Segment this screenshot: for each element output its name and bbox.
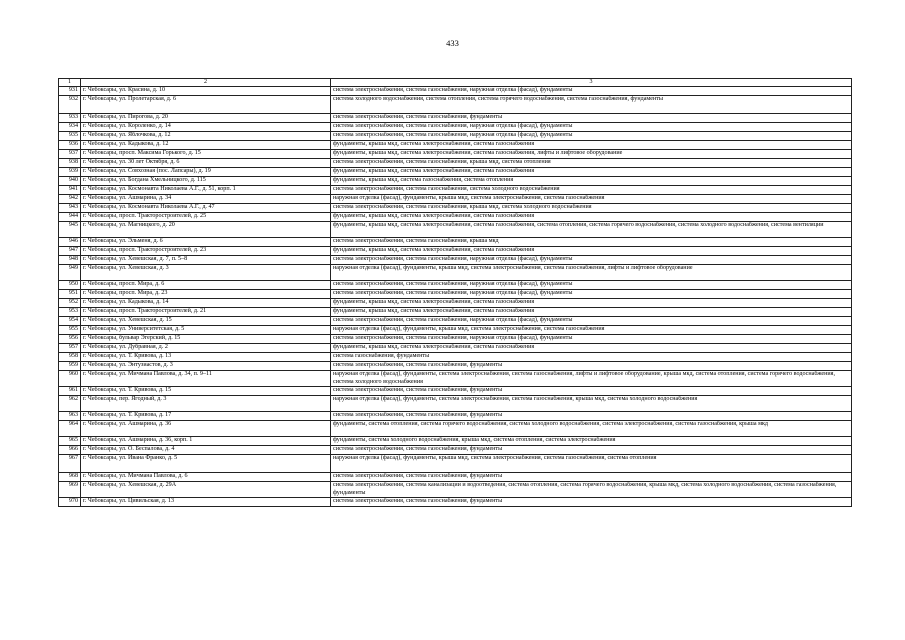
table-row bbox=[59, 204, 852, 213]
row-works: система электроснабжения, система газоснабжения, наружная отделка (фасад), фундаменты bbox=[331, 87, 852, 96]
row-works: наружная отделка (фасад), фундаменты, крыша мкд, система электроснабжения, система газоснабжения bbox=[331, 326, 852, 335]
column-header-1: 1 bbox=[59, 79, 81, 87]
table-row bbox=[59, 308, 852, 317]
row-number: 949 bbox=[59, 265, 81, 281]
row-works: система электроснабжения, система газоснабжения, фундаменты bbox=[331, 387, 852, 396]
table-row bbox=[59, 290, 852, 299]
row-number: 961 bbox=[59, 387, 81, 396]
table-row bbox=[59, 371, 852, 387]
table-row bbox=[59, 186, 852, 195]
row-works: фундаменты, крыша мкд, система электроснабжения, система газоснабжения bbox=[331, 308, 852, 317]
row-number: 947 bbox=[59, 247, 81, 256]
row-number: 960 bbox=[59, 371, 81, 387]
row-address: г. Чебоксары, ул. Эльменя, д. 6 bbox=[81, 238, 331, 247]
table-row bbox=[59, 150, 852, 159]
row-address: г. Чебоксары, ул. Цивильская, д. 13 bbox=[81, 498, 331, 507]
row-works: система электроснабжения, система газоснабжения, фундаменты bbox=[331, 114, 852, 123]
row-works: система электроснабжения, система газоснабжения, фундаменты bbox=[331, 498, 852, 507]
table-row bbox=[59, 353, 852, 362]
row-address: г. Чебоксары, просп. Мира, д. 23 bbox=[81, 290, 331, 299]
row-works: система электроснабжения, система газоснабжения, крыша мкд, система холодного водоснабжения bbox=[331, 204, 852, 213]
row-number: 937 bbox=[59, 150, 81, 159]
row-address: г. Чебоксары, ул. Ивана Франко, д. 5 bbox=[81, 455, 331, 473]
row-address: г. Чебоксары, ул. Яблочкова, д. 12 bbox=[81, 132, 331, 141]
row-works: фундаменты, крыша мкд, система электроснабжения, система газоснабжения, лифты и лифтовое оборудование bbox=[331, 150, 852, 159]
row-address: г. Чебоксары, ул. Мичмана Павлова, д. 34, п. 9–11 bbox=[81, 371, 331, 387]
table-row bbox=[59, 222, 852, 238]
row-works: система электроснабжения, система газоснабжения, наружная отделка (фасад), фундаменты bbox=[331, 317, 852, 326]
row-address: г. Чебоксары, ул. Университетская, д. 5 bbox=[81, 326, 331, 335]
row-address: г. Чебоксары, ул. Ашмарина, д. 36 bbox=[81, 421, 331, 437]
row-address: г. Чебоксары, ул. Ашмарина, д. 34 bbox=[81, 195, 331, 204]
row-address: г. Чебоксары, ул. Хевешская, д. 3 bbox=[81, 265, 331, 281]
table-row bbox=[59, 87, 852, 96]
row-number: 965 bbox=[59, 437, 81, 446]
row-address: г. Чебоксары, ул. Ашмарина, д. 36, корп. 1 bbox=[81, 437, 331, 446]
table-row bbox=[59, 132, 852, 141]
row-works: фундаменты, система отопления, система горячего водоснабжения, система холодного водоснабжения, система электроснабжения, система газоснабжения, крыша мкд bbox=[331, 421, 852, 437]
registry-table bbox=[58, 78, 852, 507]
row-address: г. Чебоксары, просп. Тракторостроителей, д. 21 bbox=[81, 308, 331, 317]
row-address: г. Чебоксары, ул. Хевешская, д. 7, п. 5–8 bbox=[81, 256, 331, 265]
table-row bbox=[59, 344, 852, 353]
row-number: 932 bbox=[59, 96, 81, 114]
row-works: система электроснабжения, система газоснабжения, крыша мкд bbox=[331, 238, 852, 247]
row-works: фундаменты, крыша мкд, система электроснабжения, система газоснабжения, система отопления, система горячего водоснабжения, система холодного водоснабжения, система вентиляции bbox=[331, 222, 852, 238]
row-works: фундаменты, крыша мкд, система электроснабжения, система газоснабжения bbox=[331, 168, 852, 177]
row-address: г. Чебоксары, ул. О. Беспалова, д. 4 bbox=[81, 446, 331, 455]
row-number: 952 bbox=[59, 299, 81, 308]
row-address: г. Чебоксары, ул. Пролетарская, д. 6 bbox=[81, 96, 331, 114]
row-address: г. Чебоксары, бульвар Эгерский, д. 15 bbox=[81, 335, 331, 344]
row-works: фундаменты, крыша мкд, система электроснабжения, система газоснабжения bbox=[331, 344, 852, 353]
row-number: 958 bbox=[59, 353, 81, 362]
table-row bbox=[59, 195, 852, 204]
row-number: 938 bbox=[59, 159, 81, 168]
table-row bbox=[59, 362, 852, 371]
row-address: г. Чебоксары, ул. Мичмана Павлова, д. 6 bbox=[81, 473, 331, 482]
row-works: наружная отделка (фасад), фундаменты, система электроснабжения, система газоснабжения, крыша мкд, система холодного водоснабжения bbox=[331, 396, 852, 412]
row-works: фундаменты, крыша мкд, система электроснабжения, система газоснабжения bbox=[331, 247, 852, 256]
row-number: 954 bbox=[59, 317, 81, 326]
table-row bbox=[59, 326, 852, 335]
table-row bbox=[59, 123, 852, 132]
row-works: система электроснабжения, система газоснабжения, система холодного водоснабжения bbox=[331, 186, 852, 195]
row-number: 936 bbox=[59, 141, 81, 150]
row-works: система электроснабжения, система газоснабжения, наружная отделка (фасад), фундаменты bbox=[331, 132, 852, 141]
table-row bbox=[59, 482, 852, 498]
row-number: 943 bbox=[59, 204, 81, 213]
row-works: система электроснабжения, система газоснабжения, наружная отделка (фасад), фундаменты bbox=[331, 123, 852, 132]
table-row bbox=[59, 498, 852, 507]
row-number: 969 bbox=[59, 482, 81, 498]
row-works: система электроснабжения, система газоснабжения, наружная отделка (фасад), фундаменты bbox=[331, 290, 852, 299]
row-number: 964 bbox=[59, 421, 81, 437]
row-works: система электроснабжения, система газоснабжения, фундаменты bbox=[331, 473, 852, 482]
row-address: г. Чебоксары, ул. Т. Кривова, д. 13 bbox=[81, 353, 331, 362]
row-address: г. Чебоксары, ул. Хевешская, д. 29А bbox=[81, 482, 331, 498]
row-works: система электроснабжения, система газоснабжения, фундаменты bbox=[331, 412, 852, 421]
row-number: 950 bbox=[59, 281, 81, 290]
row-address: г. Чебоксары, ул. Красина, д. 10 bbox=[81, 87, 331, 96]
row-number: 957 bbox=[59, 344, 81, 353]
table-row bbox=[59, 256, 852, 265]
row-number: 959 bbox=[59, 362, 81, 371]
row-address: г. Чебоксары, ул. Пирогова, д. 20 bbox=[81, 114, 331, 123]
row-works: наружная отделка (фасад), фундаменты, система электроснабжения, система газоснабжения, лифты и лифтовое оборудование, крыша мкд, система отопления, система горячего водоснабжения, система холодного водоснабжения bbox=[331, 371, 852, 387]
row-address: г. Чебоксары, ул. Кадыкова, д. 12 bbox=[81, 141, 331, 150]
row-address: г. Чебоксары, просп. Максима Горького, д. 15 bbox=[81, 150, 331, 159]
row-works: фундаменты, крыша мкд, система электроснабжения, система газоснабжения bbox=[331, 141, 852, 150]
row-address: г. Чебоксары, ул. Т. Кривова, д. 17 bbox=[81, 412, 331, 421]
row-number: 944 bbox=[59, 213, 81, 222]
row-works: система электроснабжения, система газоснабжения, крыша мкд, система отопления bbox=[331, 159, 852, 168]
table-row bbox=[59, 396, 852, 412]
row-works: система электроснабжения, система канализации и водоотведения, система отопления, система горячего водоснабжения, крыша мкд, система холодного водоснабжения, система газоснабжения, фундаменты bbox=[331, 482, 852, 498]
table-row bbox=[59, 177, 852, 186]
row-number: 945 bbox=[59, 222, 81, 238]
row-address: г. Чебоксары, ул. Космонавта Николаева А.Г., д. 47 bbox=[81, 204, 331, 213]
row-works: система холодного водоснабжения, система отопления, система горячего водоснабжения, система газоснабжения, фундаменты bbox=[331, 96, 852, 114]
row-works: система электроснабжения, система газоснабжения, наружная отделка (фасад), фундаменты bbox=[331, 335, 852, 344]
table-row bbox=[59, 421, 852, 437]
row-works: наружная отделка (фасад), фундаменты, крыша мкд, система электроснабжения, система газоснабжения bbox=[331, 195, 852, 204]
table-row bbox=[59, 317, 852, 326]
table-row bbox=[59, 446, 852, 455]
row-number: 970 bbox=[59, 498, 81, 507]
row-address: г. Чебоксары, ул. Богдана Хмельницкого, д. 115 bbox=[81, 177, 331, 186]
row-works: система электроснабжения, система газоснабжения, наружная отделка (фасад), фундаменты bbox=[331, 256, 852, 265]
table-row bbox=[59, 114, 852, 123]
column-header-2: 2 bbox=[81, 79, 331, 87]
table-row bbox=[59, 96, 852, 114]
row-works: система электроснабжения, система газоснабжения, наружная отделка (фасад), фундаменты bbox=[331, 281, 852, 290]
row-address: г. Чебоксары, ул. Короленко, д. 14 bbox=[81, 123, 331, 132]
row-address: г. Чебоксары, ул. Дубравная, д. 2 bbox=[81, 344, 331, 353]
row-number: 939 bbox=[59, 168, 81, 177]
row-works: система электроснабжения, система газоснабжения, фундаменты bbox=[331, 362, 852, 371]
row-works: наружная отделка (фасад), фундаменты, крыша мкд, система электроснабжения, система газоснабжения, система отопления bbox=[331, 455, 852, 473]
table-row bbox=[59, 281, 852, 290]
table-row bbox=[59, 247, 852, 256]
row-works: фундаменты, крыша мкд, система газоснабжения, система отопления bbox=[331, 177, 852, 186]
row-works: наружная отделка (фасад), фундаменты, крыша мкд, система электроснабжения, система газоснабжения, лифты и лифтовое оборудование bbox=[331, 265, 852, 281]
row-number: 941 bbox=[59, 186, 81, 195]
row-number: 931 bbox=[59, 87, 81, 96]
row-number: 966 bbox=[59, 446, 81, 455]
row-address: г. Чебоксары, ул. Совхозная (пос. Лапсары), д. 19 bbox=[81, 168, 331, 177]
row-works: система электроснабжения, система газоснабжения, фундаменты bbox=[331, 446, 852, 455]
page-number: 433 bbox=[446, 38, 459, 48]
table-row bbox=[59, 265, 852, 281]
row-address: г. Чебоксары, ул. Кадыкова, д. 14 bbox=[81, 299, 331, 308]
row-address: г. Чебоксары, ул. Магницкого, д. 20 bbox=[81, 222, 331, 238]
table-row bbox=[59, 455, 852, 473]
row-number: 942 bbox=[59, 195, 81, 204]
row-address: г. Чебоксары, ул. Космонавта Николаева А.Г., д. 51, корп. 1 bbox=[81, 186, 331, 195]
row-number: 955 bbox=[59, 326, 81, 335]
row-number: 934 bbox=[59, 123, 81, 132]
row-works: фундаменты, система холодного водоснабжения, крыша мкд, система отопления, система электроснабжения bbox=[331, 437, 852, 446]
row-number: 946 bbox=[59, 238, 81, 247]
row-number: 940 bbox=[59, 177, 81, 186]
table-row bbox=[59, 412, 852, 421]
row-address: г. Чебоксары, ул. Хевешская, д. 15 bbox=[81, 317, 331, 326]
row-address: г. Чебоксары, просп. Тракторостроителей, д. 25 bbox=[81, 213, 331, 222]
row-number: 953 bbox=[59, 308, 81, 317]
table-row bbox=[59, 168, 852, 177]
row-number: 963 bbox=[59, 412, 81, 421]
row-works: система газоснабжения, фундаменты bbox=[331, 353, 852, 362]
table-row bbox=[59, 159, 852, 168]
row-address: г. Чебоксары, пер. Ягодный, д. 3 bbox=[81, 396, 331, 412]
row-number: 933 bbox=[59, 114, 81, 123]
table-row bbox=[59, 437, 852, 446]
table-header-row bbox=[59, 79, 852, 87]
table-row bbox=[59, 299, 852, 308]
row-works: фундаменты, крыша мкд, система электроснабжения, система газоснабжения bbox=[331, 299, 852, 308]
row-number: 956 bbox=[59, 335, 81, 344]
row-number: 968 bbox=[59, 473, 81, 482]
table-row bbox=[59, 335, 852, 344]
table-row bbox=[59, 387, 852, 396]
table-row bbox=[59, 238, 852, 247]
row-number: 951 bbox=[59, 290, 81, 299]
row-number: 948 bbox=[59, 256, 81, 265]
row-address: г. Чебоксары, ул. Энтузиастов, д. 3 bbox=[81, 362, 331, 371]
column-header-3: 3 bbox=[331, 79, 852, 87]
table-row bbox=[59, 473, 852, 482]
row-number: 967 bbox=[59, 455, 81, 473]
table-row bbox=[59, 213, 852, 222]
row-address: г. Чебоксары, просп. Тракторостроителей, д. 23 bbox=[81, 247, 331, 256]
row-works: фундаменты, крыша мкд, система электроснабжения, система газоснабжения bbox=[331, 213, 852, 222]
row-number: 935 bbox=[59, 132, 81, 141]
row-address: г. Чебоксары, просп. Мира, д. 6 bbox=[81, 281, 331, 290]
row-address: г. Чебоксары, ул. 30 лет Октября, д. 6 bbox=[81, 159, 331, 168]
row-address: г. Чебоксары, ул. Т. Кривова, д. 15 bbox=[81, 387, 331, 396]
table-row bbox=[59, 141, 852, 150]
row-number: 962 bbox=[59, 396, 81, 412]
